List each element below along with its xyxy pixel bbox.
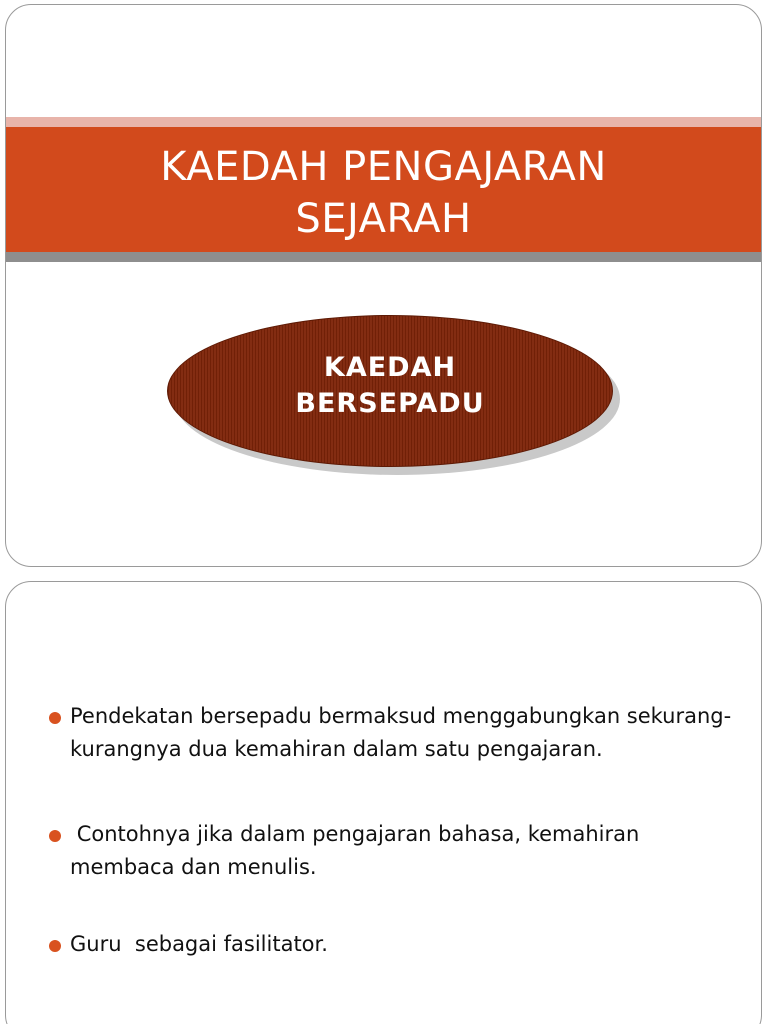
bullet-dot-icon	[49, 830, 61, 842]
bullet-item	[46, 928, 746, 961]
bullet-list	[46, 700, 746, 1013]
slide-title-text	[104, 141, 664, 245]
bullet-item	[46, 818, 746, 884]
bullet-text: Guru sebagai fasilitator.	[70, 932, 328, 956]
method-oval	[167, 315, 613, 467]
oval-label	[295, 350, 484, 422]
slide-title	[5, 4, 762, 567]
bullet-dot-icon	[49, 712, 61, 724]
bullet-text: Contohnya jika dalam pengajaran bahasa, kemahiran membaca dan menulis.	[70, 822, 647, 879]
bullet-item	[46, 700, 746, 766]
bullet-dot-icon	[49, 940, 61, 952]
title-band-top-stripe	[6, 117, 761, 127]
oval-line-1: KAEDAH	[323, 352, 457, 383]
slide-content	[5, 581, 762, 1024]
title-band-bottom-stripe	[6, 252, 761, 262]
bullet-text: Pendekatan bersepadu bermaksud menggabungkan sekurang-kurangnya dua kemahiran dalam satu pengajaran.	[70, 704, 732, 761]
oval-line-2: BERSEPADU	[295, 388, 485, 419]
title-band	[6, 127, 761, 252]
title-line-1: KAEDAH PENGAJARAN	[160, 143, 607, 190]
title-line-2: SEJARAH	[295, 195, 472, 242]
